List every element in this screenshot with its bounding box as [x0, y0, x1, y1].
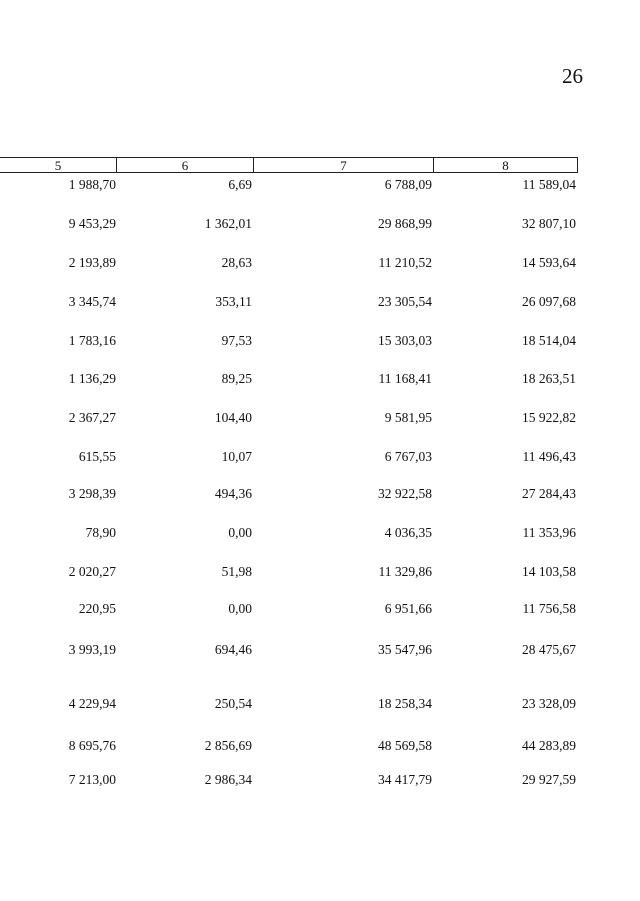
- table-row: [0, 370, 580, 388]
- table-cell-col-8: 18 263,51: [522, 371, 576, 386]
- table-cell-col-6: 250,54: [214, 696, 252, 711]
- table-cell-col-5: 3 345,74: [68, 294, 116, 309]
- table-cell-col-6: 28,63: [221, 255, 252, 270]
- table-cell-col-7: 35 547,96: [378, 642, 432, 657]
- table-cell-col-6: 51,98: [221, 564, 252, 579]
- table-cell-col-8: 15 922,82: [522, 410, 576, 425]
- table-row: [0, 771, 580, 789]
- table-cell-col-5: 2 367,27: [68, 410, 116, 425]
- table-cell-col-8: 14 103,58: [522, 564, 576, 579]
- table-cell-col-7: 11 168,41: [378, 371, 432, 386]
- table-cell-col-5: 3 298,39: [68, 486, 116, 501]
- table-cell-col-6: 10,07: [221, 449, 252, 464]
- table-row: [0, 409, 580, 427]
- table-cell-col-7: 34 417,79: [378, 772, 432, 787]
- table-cell-col-7: 23 305,54: [378, 294, 432, 309]
- column-header-7: 7: [254, 158, 434, 172]
- table-cell-col-7: 15 303,03: [378, 333, 432, 348]
- table-cell-col-5: 8 695,76: [68, 738, 116, 753]
- table-cell-col-5: 4 229,94: [68, 696, 116, 711]
- table-row: [0, 563, 580, 581]
- table-cell-col-7: 29 868,99: [378, 216, 432, 231]
- table-cell-col-8: 23 328,09: [522, 696, 576, 711]
- table-row: [0, 600, 580, 618]
- table-cell-col-6: 2 856,69: [204, 738, 252, 753]
- table-cell-col-8: 11 756,58: [522, 601, 576, 616]
- table-cell-col-5: 220,95: [78, 601, 116, 616]
- table-cell-col-8: 11 496,43: [522, 449, 576, 464]
- table-cell-col-7: 11 210,52: [378, 255, 432, 270]
- table-row: [0, 176, 580, 194]
- table-cell-col-5: 615,55: [78, 449, 116, 464]
- table-row: [0, 737, 580, 755]
- table-cell-col-8: 28 475,67: [522, 642, 576, 657]
- table-row: [0, 641, 580, 659]
- table-row: [0, 485, 580, 503]
- table-cell-col-7: 32 922,58: [378, 486, 432, 501]
- table-row: [0, 448, 580, 466]
- column-header-5: 5: [0, 158, 117, 172]
- table-row: [0, 524, 580, 542]
- table-cell-col-6: 1 362,01: [204, 216, 252, 231]
- table-cell-col-8: 11 589,04: [522, 177, 576, 192]
- table-row: [0, 254, 580, 272]
- table-cell-col-5: 9 453,29: [68, 216, 116, 231]
- table-cell-col-5: 78,90: [85, 525, 116, 540]
- table-cell-col-7: 6 788,09: [384, 177, 432, 192]
- table-cell-col-7: 11 329,86: [378, 564, 432, 579]
- table-cell-col-6: 494,36: [214, 486, 252, 501]
- table-cell-col-7: 9 581,95: [384, 410, 432, 425]
- table-cell-col-8: 26 097,68: [522, 294, 576, 309]
- table-cell-col-6: 694,46: [214, 642, 252, 657]
- table-cell-col-7: 48 569,58: [378, 738, 432, 753]
- table-header: [0, 157, 578, 173]
- table-cell-col-6: 353,11: [215, 294, 252, 309]
- table-cell-col-6: 97,53: [221, 333, 252, 348]
- table-cell-col-7: 6 951,66: [384, 601, 432, 616]
- table-cell-col-8: 44 283,89: [522, 738, 576, 753]
- table-cell-col-5: 2 193,89: [68, 255, 116, 270]
- table-row: [0, 215, 580, 233]
- table-cell-col-8: 32 807,10: [522, 216, 576, 231]
- table-cell-col-8: 11 353,96: [522, 525, 576, 540]
- page-number: 26: [562, 64, 583, 88]
- table-cell-col-5: 1 783,16: [68, 333, 116, 348]
- table-row: [0, 293, 580, 311]
- table-cell-col-8: 29 927,59: [522, 772, 576, 787]
- table-cell-col-6: 89,25: [221, 371, 252, 386]
- table-cell-col-6: 0,00: [228, 525, 252, 540]
- table-cell-col-5: 7 213,00: [68, 772, 116, 787]
- table-cell-col-8: 18 514,04: [522, 333, 576, 348]
- table-cell-col-5: 2 020,27: [68, 564, 116, 579]
- table-cell-col-8: 27 284,43: [522, 486, 576, 501]
- table-cell-col-8: 14 593,64: [522, 255, 576, 270]
- table-cell-col-7: 18 258,34: [378, 696, 432, 711]
- column-header-8: 8: [502, 158, 509, 173]
- table-row: [0, 695, 580, 713]
- table-cell-col-6: 0,00: [228, 601, 252, 616]
- table-cell-col-6: 2 986,34: [204, 772, 252, 787]
- table-cell-col-5: 3 993,19: [68, 642, 116, 657]
- table-row: [0, 332, 580, 350]
- table-cell-col-6: 104,40: [214, 410, 252, 425]
- table-cell-col-7: 6 767,03: [384, 449, 432, 464]
- column-header-6: 6: [117, 158, 254, 172]
- table-cell-col-6: 6,69: [228, 177, 252, 192]
- table-cell-col-5: 1 136,29: [68, 371, 116, 386]
- table-cell-col-5: 1 988,70: [68, 177, 116, 192]
- table-cell-col-7: 4 036,35: [384, 525, 432, 540]
